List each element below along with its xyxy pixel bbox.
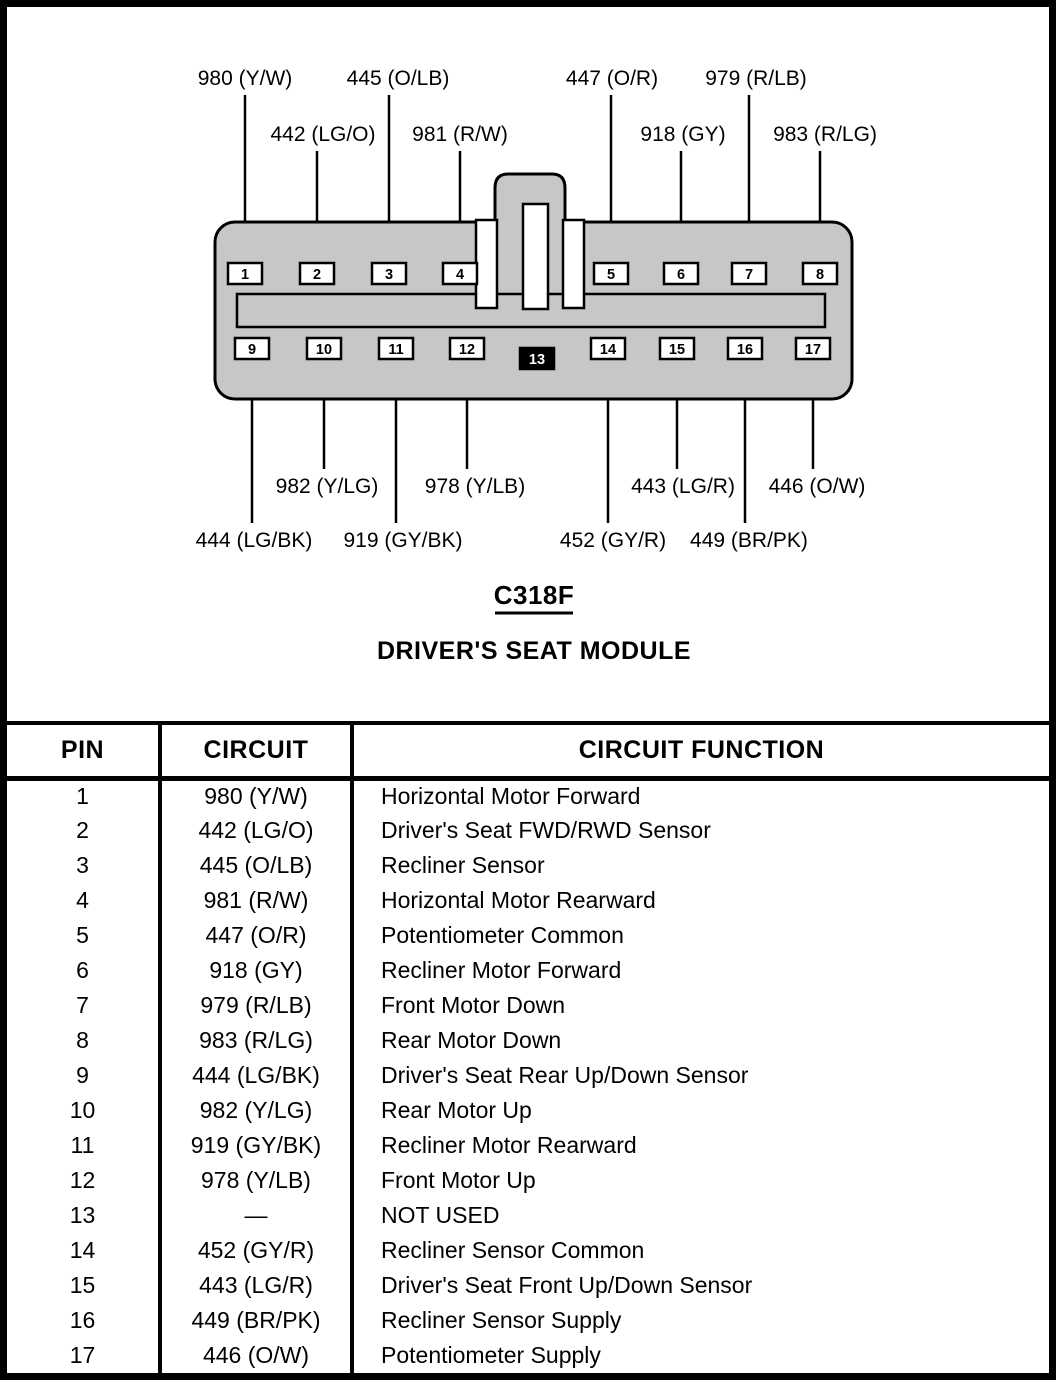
pinout-table-section <box>7 721 1049 1373</box>
pin-number-14: 14 <box>599 342 617 358</box>
pin-number-3: 3 <box>384 267 394 283</box>
pin-number-8: 8 <box>815 267 825 283</box>
pinout-table-row <box>7 1058 1049 1093</box>
circuit-cell: 452 (GY/R) <box>160 1233 352 1268</box>
pinout-table-row <box>7 1338 1049 1373</box>
pinout-table-row <box>7 918 1049 953</box>
pin-cell: 2 <box>7 813 160 848</box>
wire-label-pin12: 978 (Y/LB) <box>424 475 526 498</box>
wire-label-pin15: 443 (LG/R) <box>631 475 735 498</box>
pinout-table-row <box>7 1128 1049 1163</box>
pin-box-12 <box>450 338 484 359</box>
pin-box-2 <box>300 263 334 284</box>
pin-cell: 6 <box>7 953 160 988</box>
pin-cell: 9 <box>7 1058 160 1093</box>
circuit-function-cell: Horizontal Motor Forward <box>381 783 641 810</box>
pin-cell: 16 <box>7 1303 160 1338</box>
connector-center-slot <box>523 204 548 309</box>
wire-label-pin4: 981 (R/W) <box>412 123 508 146</box>
pin-number-5: 5 <box>606 267 616 283</box>
circuit-cell: — <box>160 1198 352 1233</box>
top-wire-labels <box>198 67 877 146</box>
table-header-row <box>7 723 1049 778</box>
circuit-function-cell: Recliner Sensor Common <box>381 1237 645 1264</box>
pinout-table-row <box>7 1303 1049 1338</box>
circuit-function-cell: Front Motor Up <box>381 1167 536 1194</box>
circuit-function-cell: Potentiometer Supply <box>381 1342 601 1369</box>
wire-label-pin3: 445 (O/LB) <box>346 67 450 90</box>
pin-cell: 3 <box>7 848 160 883</box>
pin-box-17 <box>796 338 830 359</box>
circuit-function-cell: Recliner Sensor Supply <box>381 1307 622 1334</box>
connector-diagram <box>7 7 1049 721</box>
pin-number-12: 12 <box>458 342 476 358</box>
pinout-table-row <box>7 778 1049 813</box>
circuit-function-cell: Rear Motor Down <box>381 1027 562 1054</box>
circuit-cell: 446 (O/W) <box>160 1338 352 1373</box>
pinout-table-row <box>7 1198 1049 1233</box>
pin-number-11: 11 <box>388 342 404 358</box>
circuit-cell: 982 (Y/LG) <box>160 1093 352 1128</box>
wire-label-pin17: 446 (O/W) <box>768 475 866 498</box>
pin-cell: 13 <box>7 1198 160 1233</box>
circuit-function-cell: Driver's Seat FWD/RWD Sensor <box>381 817 711 844</box>
pinout-table-row <box>7 953 1049 988</box>
pinout-table <box>7 721 1049 1373</box>
pin-number-13: 13 <box>528 352 546 368</box>
pinout-table-row <box>7 848 1049 883</box>
wire-label-pin1: 980 (Y/W) <box>197 67 293 90</box>
pin-cell: 7 <box>7 988 160 1023</box>
pin-number-7: 7 <box>744 267 754 283</box>
wire-label-pin7: 979 (R/LB) <box>705 67 807 90</box>
pin-number-16: 16 <box>736 342 754 358</box>
connector-keyway-slot-left <box>476 220 497 308</box>
pin-number-15: 15 <box>668 342 686 358</box>
pinout-table-row <box>7 1093 1049 1128</box>
circuit-cell: 981 (R/W) <box>160 883 352 918</box>
circuit-cell: 445 (O/LB) <box>160 848 352 883</box>
pin-cell: 5 <box>7 918 160 953</box>
circuit-function-cell: Front Motor Down <box>381 992 566 1019</box>
pin-number-17: 17 <box>804 342 822 358</box>
connector-keyway-slot-right <box>563 220 584 308</box>
pinout-table-body <box>7 778 1049 1373</box>
circuit-function-column-header: CIRCUIT FUNCTION <box>352 723 1049 778</box>
pin-box-7 <box>732 263 766 284</box>
pin-cell: 17 <box>7 1338 160 1373</box>
pinout-table-row <box>7 1268 1049 1303</box>
wire-label-pin14: 452 (GY/R) <box>559 529 667 552</box>
pin-cell: 12 <box>7 1163 160 1198</box>
circuit-function-cell: Driver's Seat Rear Up/Down Sensor <box>381 1062 749 1089</box>
circuit-cell: 978 (Y/LB) <box>160 1163 352 1198</box>
circuit-function-cell: Potentiometer Common <box>381 922 624 949</box>
pin-box-4 <box>443 263 477 284</box>
circuit-cell: 447 (O/R) <box>160 918 352 953</box>
pin-box-14 <box>591 338 625 359</box>
pin-number-2: 2 <box>312 267 322 283</box>
circuit-column-header: CIRCUIT <box>160 723 352 778</box>
pin-box-10 <box>307 338 341 359</box>
pin-box-13-not-used <box>520 348 554 369</box>
circuit-function-cell: Recliner Sensor <box>381 852 545 879</box>
connector-id-label: C318F <box>493 580 575 610</box>
connector-title-label: DRIVER'S SEAT MODULE <box>376 637 692 665</box>
pin-box-1 <box>228 263 262 284</box>
circuit-function-cell: NOT USED <box>381 1202 500 1229</box>
circuit-cell: 444 (LG/BK) <box>160 1058 352 1093</box>
pinout-table-row <box>7 988 1049 1023</box>
pinout-table-row <box>7 1163 1049 1198</box>
circuit-function-cell: Rear Motor Up <box>381 1097 532 1124</box>
circuit-cell: 919 (GY/BK) <box>160 1128 352 1163</box>
wire-label-pin11: 919 (GY/BK) <box>343 529 463 552</box>
pin-cell: 8 <box>7 1023 160 1058</box>
circuit-cell: 449 (BR/PK) <box>160 1303 352 1338</box>
circuit-function-cell: Horizontal Motor Rearward <box>381 887 656 914</box>
pinout-table-row <box>7 813 1049 848</box>
wire-label-pin6: 918 (GY) <box>640 123 726 146</box>
bottom-wire-labels <box>196 475 866 552</box>
pin-box-6 <box>664 263 698 284</box>
pinout-table-row <box>7 1023 1049 1058</box>
pin-box-11 <box>379 338 413 359</box>
pin-cell: 10 <box>7 1093 160 1128</box>
wire-label-pin8: 983 (R/LG) <box>773 123 877 146</box>
pin-cell: 14 <box>7 1233 160 1268</box>
pin-cell: 15 <box>7 1268 160 1303</box>
wire-label-pin2: 442 (LG/O) <box>270 123 376 146</box>
pinout-table-row <box>7 1233 1049 1268</box>
circuit-function-cell: Recliner Motor Forward <box>381 957 622 984</box>
circuit-cell: 442 (LG/O) <box>160 813 352 848</box>
pin-number-1: 1 <box>240 267 250 283</box>
wire-label-pin16: 449 (BR/PK) <box>690 529 808 552</box>
pin-number-6: 6 <box>676 267 686 283</box>
pin-column-header: PIN <box>7 723 160 778</box>
pin-cell: 11 <box>7 1128 160 1163</box>
pin-cell: 4 <box>7 883 160 918</box>
pin-number-4: 4 <box>455 267 465 283</box>
pin-box-9 <box>235 338 269 359</box>
circuit-cell: 980 (Y/W) <box>160 778 352 813</box>
wire-label-pin9: 444 (LG/BK) <box>195 529 313 552</box>
connector-diagram-section <box>7 7 1049 721</box>
pin-box-8 <box>803 263 837 284</box>
pin-box-3 <box>372 263 406 284</box>
pinout-table-row <box>7 883 1049 918</box>
pin-box-5 <box>594 263 628 284</box>
circuit-cell: 918 (GY) <box>160 953 352 988</box>
circuit-function-cell: Recliner Motor Rearward <box>381 1132 637 1159</box>
pin-box-15 <box>660 338 694 359</box>
wire-label-pin10: 982 (Y/LG) <box>275 475 379 498</box>
circuit-function-cell: Driver's Seat Front Up/Down Sensor <box>381 1272 753 1299</box>
circuit-cell: 443 (LG/R) <box>160 1268 352 1303</box>
circuit-cell: 979 (R/LB) <box>160 988 352 1023</box>
circuit-cell: 983 (R/LG) <box>160 1023 352 1058</box>
pin-number-10: 10 <box>315 342 333 358</box>
pin-number-9: 9 <box>247 342 257 358</box>
pin-box-16 <box>728 338 762 359</box>
wire-label-pin5: 447 (O/R) <box>565 67 659 90</box>
pin-cell: 1 <box>7 778 160 813</box>
